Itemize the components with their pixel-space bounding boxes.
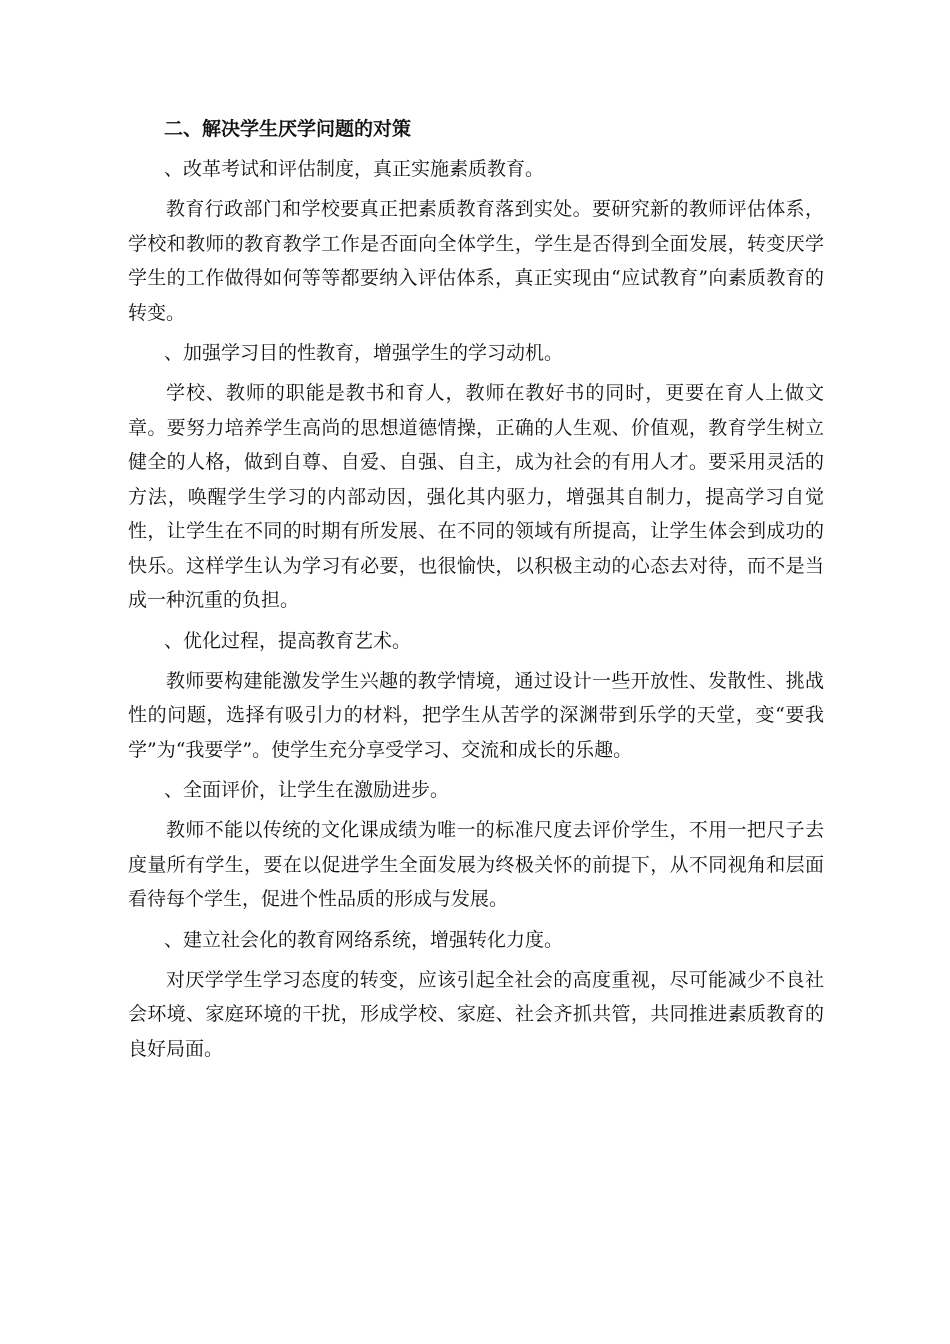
subsection-title-2: 、加强学习目的性教育，增强学生的学习动机。 bbox=[164, 342, 564, 364]
section-heading: 二、解决学生厌学问题的对策 bbox=[164, 118, 412, 140]
paragraph-2: 学校、教师的职能是教书和育人，教师在教好书的同时，更要在育人上做文章。要努力培养学生高尚的思想道德情操，正确的人生观、价值观，教育学生树立健全的人格，做到自尊、自爱、自强、自主，成为社会的有用人才。要采用灵活的方法，唤醒学生学习的内部动因，强化其内驱力，增强其自制力，提高学习自觉性，让学生在不同的时期有所发展、在不同的领域有所提高，让学生体会到成功的快乐。这样学生认为学习有必要，也很愉快，以积极主动的心态去对待，而不是当成一种沉重的负担。 bbox=[128, 382, 824, 611]
paragraph-1: 教育行政部门和学校要真正把素质教育落到实处。要研究新的教师评估体系，学校和教师的教育教学工作是否面向全体学生，学生是否得到全面发展，转变厌学学生的工作做得如何等等都要纳入评估体系，真正实现由“应试教育”向素质教育的转变。 bbox=[128, 198, 824, 324]
subsection-title-1: 、改革考试和评估制度，真正实施素质教育。 bbox=[164, 158, 545, 180]
document-page bbox=[128, 114, 824, 1074]
subsection-title-5: 、建立社会化的教育网络系统，增强转化力度。 bbox=[164, 928, 564, 951]
paragraph-4: 教师不能以传统的文化课成绩为唯一的标准尺度去评价学生，不用一把尺子去度量所有学生，要在以促进学生全面发展为终极关怀的前提下，从不同视角和层面看待每个学生，促进个性品质的形成与发展。 bbox=[128, 819, 824, 910]
paragraph-5: 对厌学学生学习态度的转变，应该引起全社会的高度重视，尽可能减少不良社会环境、家庭环境的干扰，形成学校、家庭、社会齐抓共管，共同推进素质教育的良好局面。 bbox=[128, 968, 824, 1060]
subsection-title-4: 、全面评价，让学生在激励进步。 bbox=[164, 779, 450, 801]
subsection-title-3: 、优化过程，提高教育艺术。 bbox=[164, 629, 412, 652]
paragraph-3: 教师要构建能激发学生兴趣的教学情境，通过设计一些开放性、发散性、挑战性的问题，选择有吸引力的材料，把学生从苦学的深渊带到乐学的天堂，变“要我学”为“我要学”。使学生充分享受学习、交流和成长的乐趣。 bbox=[128, 669, 824, 761]
